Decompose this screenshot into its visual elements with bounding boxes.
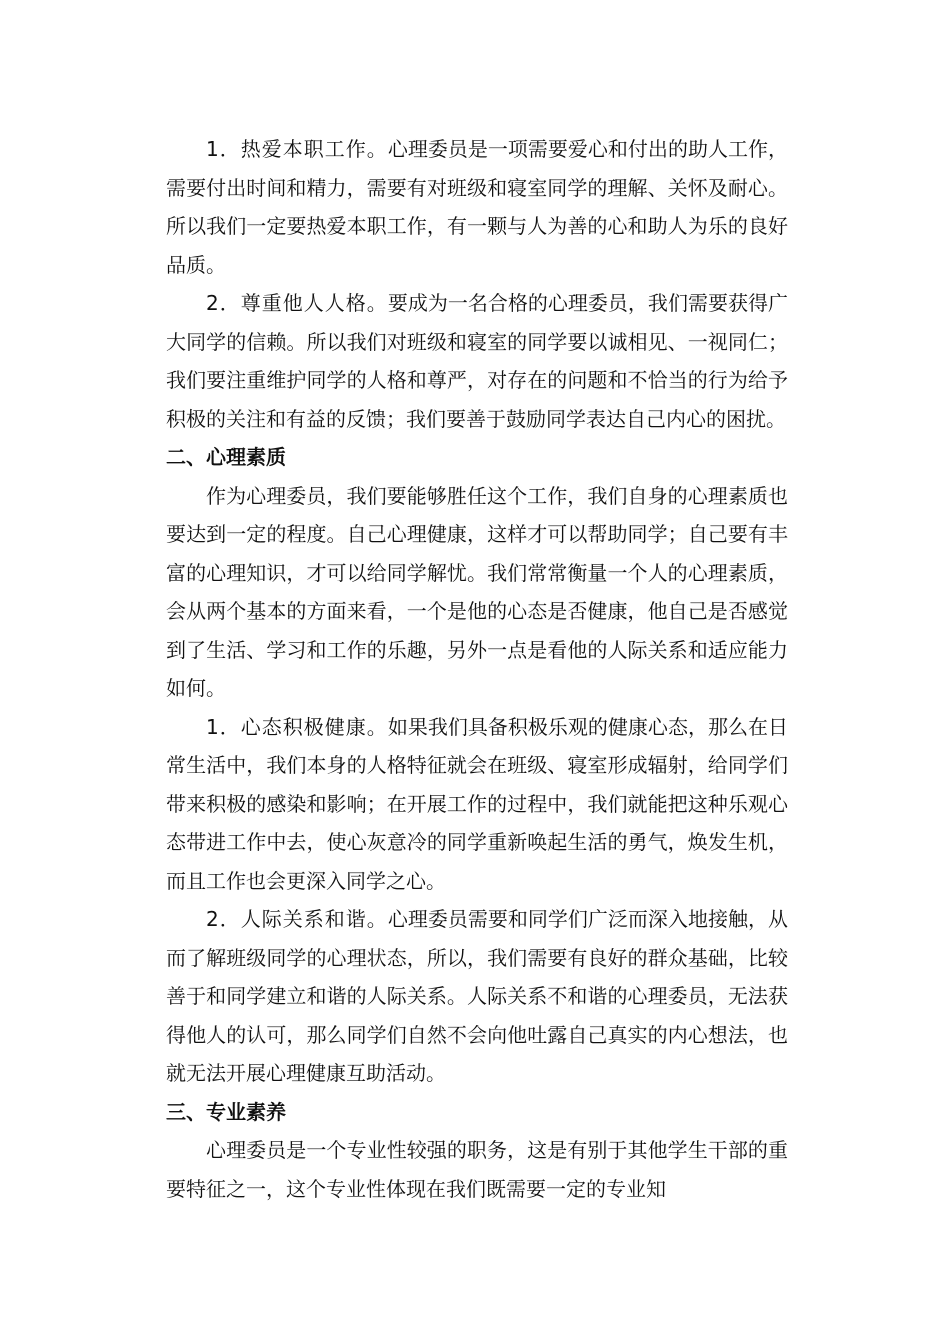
paragraph-lead: 2．人际关系和谐。 xyxy=(206,907,388,931)
paragraph-positive-mindset xyxy=(166,708,788,901)
paragraph-text: 要成为一名合格的心理委员，我们需要获得广大同学的信赖。所以我们对班级和寝室的同学要以诚相见、一视同仁；我们要注重维护同学的人格和尊严，对存在的问题和不恰当的行为给予积极的关注和有益的反馈；我们要善于鼓励同学表达自己内心的困扰。 xyxy=(166,291,788,431)
paragraph-harmonious-relations xyxy=(166,900,788,1093)
paragraph-lead: 1．心态积极健康。 xyxy=(206,714,388,739)
paragraph-love-work xyxy=(166,130,788,284)
section-heading-psychological-quality: 二、心理素质 xyxy=(166,445,286,469)
section-heading-professional-literacy: 三、专业素养 xyxy=(166,1099,286,1124)
paragraph-text: 心理委员需要和同学们广泛而深入地接触，从而了解班级同学的心理状态，所以，我们需要有良好的群众基础，比较善于和同学建立和谐的人际关系。人际关系不和谐的心理委员，无法获得他人的认可，那么同学们自然不会向他吐露自己真实的内心想法，也就无法开展心理健康互助活动。 xyxy=(166,907,788,1085)
paragraph-professional-literacy-intro xyxy=(166,1131,788,1208)
paragraph-respect-others xyxy=(166,284,788,438)
paragraph-lead: 1．热爱本职工作。 xyxy=(206,137,388,161)
paragraph-lead: 2．尊重他人人格。 xyxy=(206,291,388,315)
paragraph-text: 作为心理委员，我们要能够胜任这个工作，我们自身的心理素质也要达到一定的程度。自己心理健康，这样才可以帮助同学；自己要有丰富的心理知识，才可以给同学解忧。我们常常衡量一个人的心理素质，会从两个基本的方面来看，一个是他的心态是否健康，他自己是否感觉到了生活、学习和工作的乐趣，另外一点是看他的人际关系和适应能力如何。 xyxy=(166,483,788,700)
document-page xyxy=(166,130,788,1208)
paragraph-text: 如果我们具备积极乐观的健康心态，那么在日常生活中，我们本身的人格特征就会在班级、寝室形成辐射，给同学们带来积极的感染和影响；在开展工作的过程中，我们就能把这种乐观心态带进工作中去，使心灰意冷的同学重新唤起生活的勇气，焕发生机，而且工作也会更深入同学之心。 xyxy=(166,714,788,893)
paragraph-psychological-quality-intro xyxy=(166,477,788,708)
paragraph-text: 心理委员是一项需要爱心和付出的助人工作，需要付出时间和精力，需要有对班级和寝室同学的理解、关怀及耐心。所以我们一定要热爱本职工作，有一颗与人为善的心和助人为乐的良好品质。 xyxy=(166,137,788,277)
paragraph-text: 心理委员是一个专业性较强的职务，这是有别于其他学生干部的重要特征之一，这个专业性体现在我们既需要一定的专业知 xyxy=(166,1138,788,1201)
